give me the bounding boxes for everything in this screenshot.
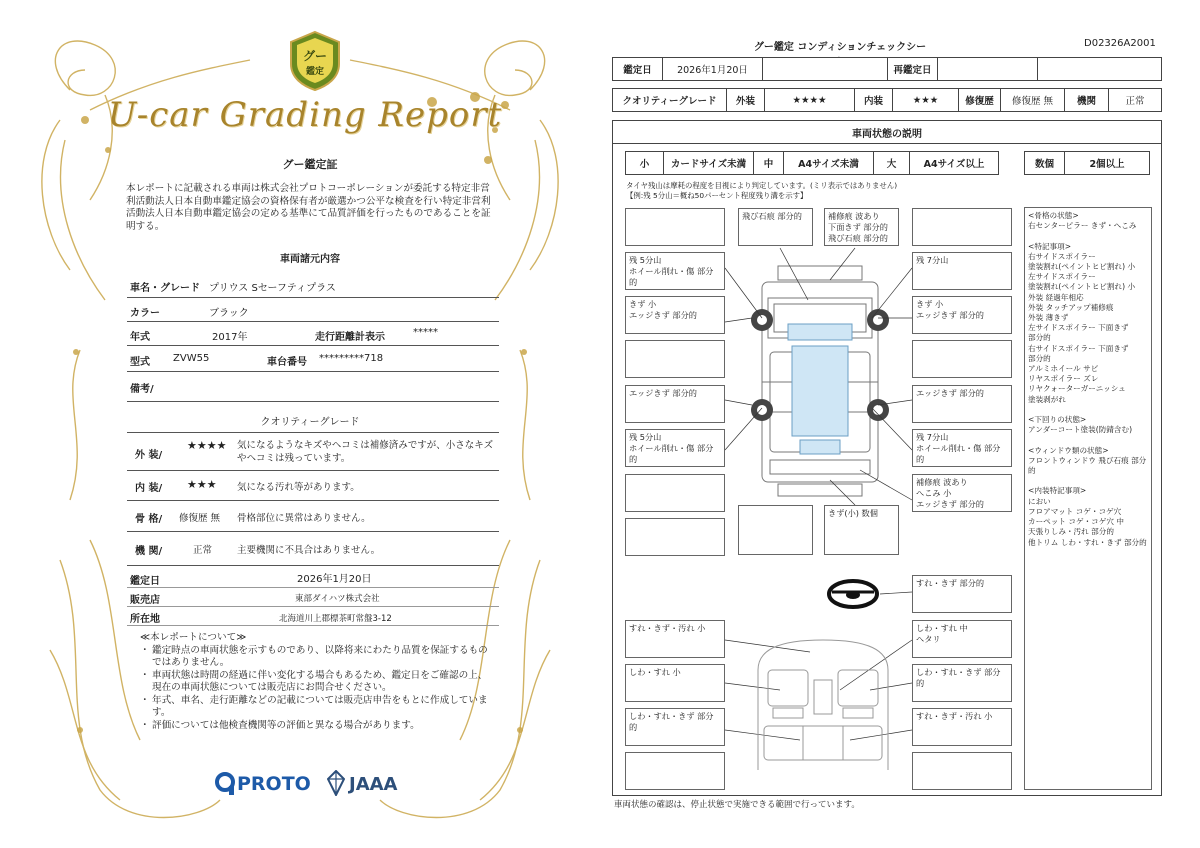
car-interior-diagram [748,630,898,780]
proto-logo-text: PROTO [237,773,311,795]
sheet-engine-value: 正常 [1125,96,1145,107]
report-title: U-car Grading Report [107,95,503,135]
sheet-date-label: 鑑定日 [613,58,663,80]
grade-heading-rule [127,408,499,433]
section-title: 車両状態の説明 [612,120,1162,144]
box-bottom-right-blank [912,752,1012,790]
color-label: カラー [130,308,160,319]
size-mid-label: 中 [754,152,784,174]
box-front-center-top: 補修痕 波あり 下面きず 部分的 飛び石痕 部分的 [824,208,899,246]
box-seat-rear-left: しわ・すれ・きず 部分的 [625,708,725,746]
spec-row-color [127,298,499,322]
note-item: ・ 年式、車名、走行距離などの記載については販売店申告をもとに作成しています。 [140,695,490,720]
certificate-heading: グー鑑定証 [282,158,338,171]
sheet-exterior-stars: ★★★★ [765,89,855,111]
chassis-label: 車台番号 [267,357,307,368]
dealer-label: 販売店 [130,595,160,606]
box-rear-center: きず(小) 数個 [824,505,899,555]
size-small-label: 小 [626,152,664,174]
jaaa-logo-icon [327,770,345,796]
box-bottom-left-blank [625,752,725,790]
box-left-front-door: きず 小 エッジきず 部分的 [625,296,725,334]
spec-row-year [127,322,499,346]
box-rear-left-blank [738,505,813,555]
report-notes [140,632,490,732]
name-label: 車名・グレード [130,283,200,294]
model-label: 型式 [130,357,150,368]
exterior-stars: ★★★★ [187,439,227,452]
goo-kantei-emblem-icon [287,30,343,92]
year-label: 年式 [130,332,150,343]
frame-text: 骨格部位に異常はありません。 [237,513,371,524]
sheet-title: グー鑑定 コンディションチェックシー [753,42,927,53]
grade-row-engine [127,532,499,566]
size-small-desc: カードサイズ未満 [664,152,754,174]
box-left-rear-door: エッジきず 部分的 [625,385,725,423]
grade-heading: クオリティーグレード [260,417,360,428]
date-value: 2026年1月20日 [297,574,372,585]
exterior-label: 外 装/ [135,450,163,461]
spec-row-remarks [127,372,499,402]
sheet-repair-value: 修復歴 無 [1001,89,1065,111]
box-left-bottom-blank [625,518,725,556]
engine-value: 正常 [193,545,213,556]
box-front-right-blank [912,208,1012,246]
exterior-text: 気になるようなキズやヘコミは補修済みですが、小さなキズやヘコミは残っています。 [237,440,494,464]
jaaa-logo-text: JAAA [349,774,398,795]
steering-wheel-icon [826,578,880,610]
engine-text: 主要機関に不具合はありません。 [237,545,381,556]
dealer-row [127,588,499,607]
box-rear-right: 補修痕 波あり へこみ 小 エッジきず 部分的 [912,474,1012,512]
mileage-value: ***** [413,327,438,338]
certificate-statement: 本レポートに記載される車両は株式会社プロトコーポレーションが委託する特定非営利活動法人日本自動車鑑定協会の資格保有者が厳選かつ公平な検査を行い特定非営利活動法人日本自動車鑑定協会の定める基準にて品質評価を行ったものであることを証明する。 [126,183,491,232]
sheet-grade-label: クオリティーグレード [613,89,727,111]
sheet-repair-label: 修復歴 [959,89,1001,111]
grade-row-exterior [127,433,499,471]
box-left-tire-rear: 残 5分山 ホイール削れ・傷 部分的 [625,429,725,467]
note-item: ・ 評価については他検査機関等の評価と異なる場合があります。 [140,720,490,733]
box-right-front-door: きず 小 エッジきず 部分的 [912,296,1012,334]
date-label: 鑑定日 [130,576,160,587]
frame-value: 修復歴 無 [179,513,221,524]
box-seat-mid-right: しわ・すれ・きず 部分的 [912,664,1012,702]
chassis-value: *********718 [319,353,384,364]
count-desc: 2個以上 [1089,159,1125,170]
date-row [127,566,499,588]
address-label: 所在地 [130,614,160,625]
sheet-footer: 車両状態の確認は、停止状態で実施できる範囲で行っています。 [614,800,860,810]
engine-label: 機 関/ [135,546,163,557]
model-value: ZVW55 [173,353,210,364]
mileage-label: 走行距離計表示 [315,332,385,343]
color-value: ブラック [209,308,249,319]
box-steering: すれ・きず 部分的 [912,575,1012,613]
name-value: プリウス Sセーフティプラス [209,283,336,294]
grade-row-frame [127,501,499,532]
grade-row-interior [127,471,499,501]
sheet-interior-label: 内装 [855,89,893,111]
spec-row-model [127,346,499,372]
spec-row-name [127,270,499,298]
box-right-blank [912,340,1012,378]
box-right-rear-door: エッジきず 部分的 [912,385,1012,423]
box-seat-front-right: しわ・すれ 中 ヘタリ [912,620,1012,658]
sheet-engine-label: 機関 [1065,89,1109,111]
interior-text: 気になる汚れ等があります。 [237,482,360,493]
sheet-interior-stars: ★★★ [893,89,959,111]
count-label: 数個 [1025,152,1065,174]
note-item: ・ 鑑定時点の車両状態を示すものであり、以降将来にわたり品質を保証するものではありません。 [140,645,490,670]
partner-logos [215,770,415,800]
notes-heading: ≪本レポートについて≫ [140,632,247,643]
tire-note-example: 【例:残 5分山＝概ね50パーセント程度残り溝を示す】 [626,191,808,200]
dealer-value: 東部ダイハツ株式会社 [295,594,380,604]
sheet-redate-label: 再鑑定日 [888,58,938,80]
special-notes-list: <骨格の状態> 右センターピラー きず・へこみ <特記事項> 右サイドスポイラー 塗装割れ(ペイントヒビ割れ) 小 左サイドスポイラー 塗装割れ(ペイントヒビ割れ) 小 外装 経過年相応 外装 タッチアップ補修痕 外装 薄きず 左サイドスポイラー 下面きず 部分的 右サイドスポイラー 下面きず 部分的 アルミホイール サビ リヤスポイラー ズレ リヤクォーターガーニッシュ 塗装剥がれ <下回りの状態> アンダーコート塗装(防錆含む) <ウィンドウ類の状態> フロントウィンドウ 飛び石痕 部分的 <内装特記事項> におい フロアマット コゲ・コゲ穴 カーペット コゲ・コゲ穴 中 天張りしみ・汚れ 部分的 他トリム しわ・すれ・きず 部分的 [1024,207,1152,790]
sheet-exterior-label: 外装 [727,89,765,111]
size-mid-desc: A4サイズ未満 [784,152,874,174]
spec-heading: 車両諸元内容 [280,254,340,265]
interior-label: 内 装/ [135,483,163,494]
box-front-left-top: 飛び石痕 部分的 [738,208,813,246]
size-large-label: 大 [874,152,910,174]
interior-stars: ★★★ [187,478,217,491]
svg-text:鑑定: 鑑定 [305,67,325,77]
proto-logo-icon [215,772,237,796]
address-value: 北海道川上郡標茶町常盤3-12 [279,614,392,624]
frame-label: 骨 格/ [135,514,163,525]
sheet-date-value: 2026年1月20日 [663,58,763,80]
note-item: ・ 車両状態は時間の経過に伴い変化する場合もあるため、鑑定日をご確認の上、現在の車両状態については販売店にお問合せください。 [140,670,490,695]
tire-note: タイヤ残山は摩耗の程度を目視により判定しています。(ミリ表示ではありません) [626,181,898,190]
box-seat-rear-right: すれ・きず・汚れ 小 [912,708,1012,746]
year-value: 2017年 [212,332,248,343]
remarks-label: 備考/ [130,384,154,395]
size-large-desc: A4サイズ以上 [923,159,985,170]
box-front-left-blank [625,208,725,246]
box-left-blank [625,340,725,378]
box-right-tire-rear: 残 7分山 ホイール削れ・傷 部分的 [912,429,1012,467]
address-row [127,607,499,626]
box-left-rear-blank [625,474,725,512]
document-id: D02326A2001 [1084,38,1156,49]
svg-text:グー: グー [302,49,328,63]
box-seat-front-left: すれ・きず・汚れ 小 [625,620,725,658]
box-right-tire-front: 残 7分山 [912,252,1012,290]
box-left-tire-front: 残 5分山 ホイール削れ・傷 部分的 [625,252,725,290]
box-seat-mid-left: しわ・すれ 小 [625,664,725,702]
